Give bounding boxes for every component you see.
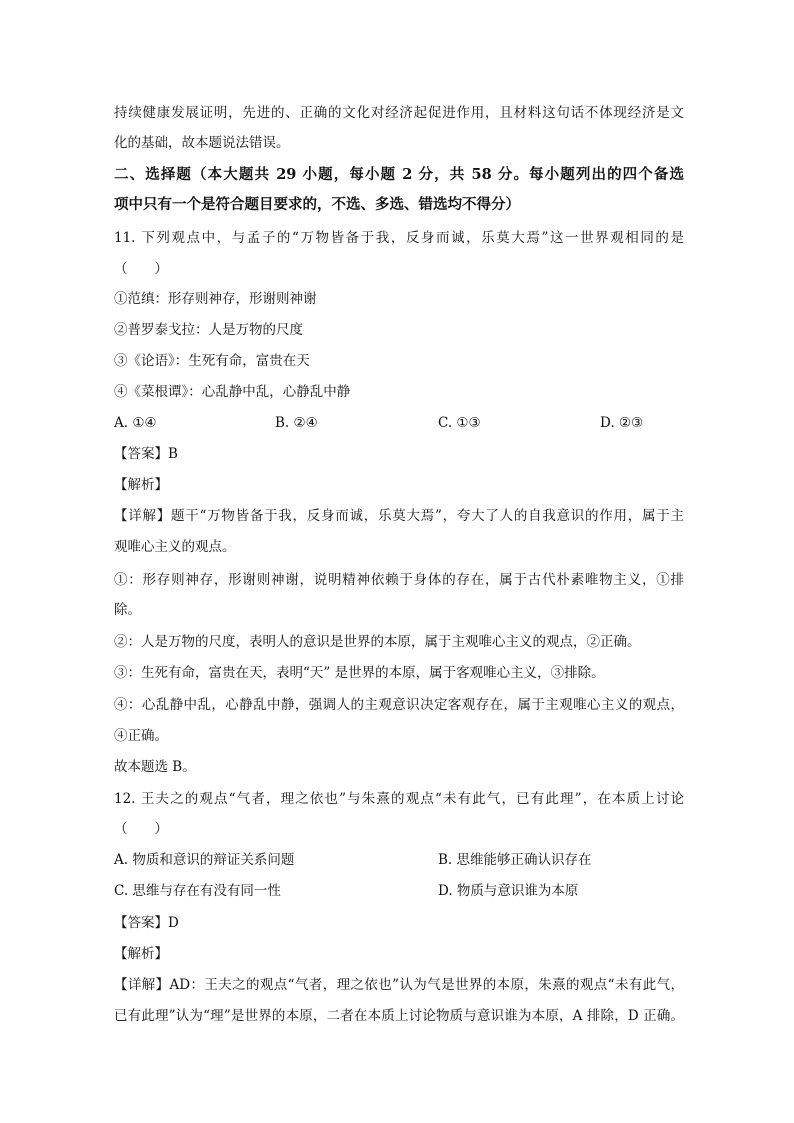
q12-detail-line-1: 【详解】AD：王夫之的观点“气者，理之依也”认为气是世界的本原，朱熹的观点“未有此气， <box>114 977 684 993</box>
q12-option-c: C. 思维与存在有没有同一性 <box>114 883 281 899</box>
section-heading-line-2: 项中只有一个是符合题目要求的，不选、多选、错选均不得分） <box>114 196 520 213</box>
q11-explain-4b: ④正确。 <box>114 728 168 744</box>
q12-detail-line-2: 已有此理”认为“理”是世界的本原，二者在本质上讨论物质与意识谁为本原，A 排除，D 正确。 <box>114 1008 684 1024</box>
q11-explain-4a: ④：心乱静中乱，心静乱中静，强调人的主观意识决定客观存在，属于主观唯心主义的观点， <box>114 697 684 713</box>
q12-analysis-label: 【解析】 <box>114 946 168 962</box>
q11-detail-line-2: 观唯心主义的观点。 <box>114 539 236 555</box>
q12-option-d: D. 物质与意识谁为本原 <box>438 883 579 899</box>
q11-detail-line-1: 【详解】题干“万物皆备于我，反身而诚，乐莫大焉”，夸大了人的自我意识的作用，属于主 <box>114 508 684 524</box>
q12-stem-line-2: （ ） <box>114 821 168 837</box>
q11-conclusion: 故本题选 B。 <box>114 759 196 775</box>
intro-line-1: 持续健康发展证明，先进的、正确的文化对经济起促进作用，且材料这句话不体现经济是文 <box>114 105 684 121</box>
q11-option-c: C. ①③ <box>438 415 481 431</box>
q11-answer: 【答案】B <box>114 446 178 462</box>
q11-item-1: ①范缜：形存则神存，形谢则神谢 <box>114 291 317 307</box>
q11-option-b: B. ②④ <box>275 415 318 431</box>
q11-explain-2: ②：人是万物的尺度，表明人的意识是世界的本原，属于主观唯心主义的观点，②正确。 <box>114 634 641 650</box>
q11-explain-1a: ①：形存则神存，形谢则神谢，说明精神依赖于身体的存在，属于古代朴素唯物主义，①排 <box>114 572 684 588</box>
q11-item-3: ③《论语》：生死有命，富贵在天 <box>114 353 310 369</box>
q11-analysis-label: 【解析】 <box>114 477 168 493</box>
q12-option-b: B. 思维能够正确认识存在 <box>438 852 592 868</box>
q11-option-a: A. ①④ <box>114 415 157 431</box>
q11-option-d: D. ②③ <box>600 415 644 431</box>
q11-explain-1b: 除。 <box>114 602 141 618</box>
q11-stem-line-1: 11. 下列观点中，与孟子的“万物皆备于我，反身而诚，乐莫大焉”这一世界观相同的是 <box>114 230 684 246</box>
q12-option-a: A. 物质和意识的辩证关系问题 <box>114 852 295 868</box>
intro-line-2: 化的基础，故本题说法错误。 <box>114 135 290 151</box>
q12-stem-line-1: 12. 王夫之的观点“气者，理之依也”与朱熹的观点“未有此气，已有此理”，在本质上讨论 <box>114 791 684 807</box>
section-heading-line-1: 二、选择题（本大题共 29 小题，每小题 2 分，共 58 分。每小题列出的四个备选 <box>114 166 684 183</box>
q12-answer: 【答案】D <box>114 915 179 931</box>
q11-item-2: ②普罗泰戈拉：人是万物的尺度 <box>114 322 303 338</box>
q11-explain-3: ③：生死有命，富贵在天，表明“天” 是世界的本原，属于客观唯心主义，③排除。 <box>114 665 605 681</box>
q11-stem-line-2: （ ） <box>114 261 168 277</box>
q11-item-4: ④《菜根谭》：心乱静中乱，心静乱中静 <box>114 384 351 400</box>
